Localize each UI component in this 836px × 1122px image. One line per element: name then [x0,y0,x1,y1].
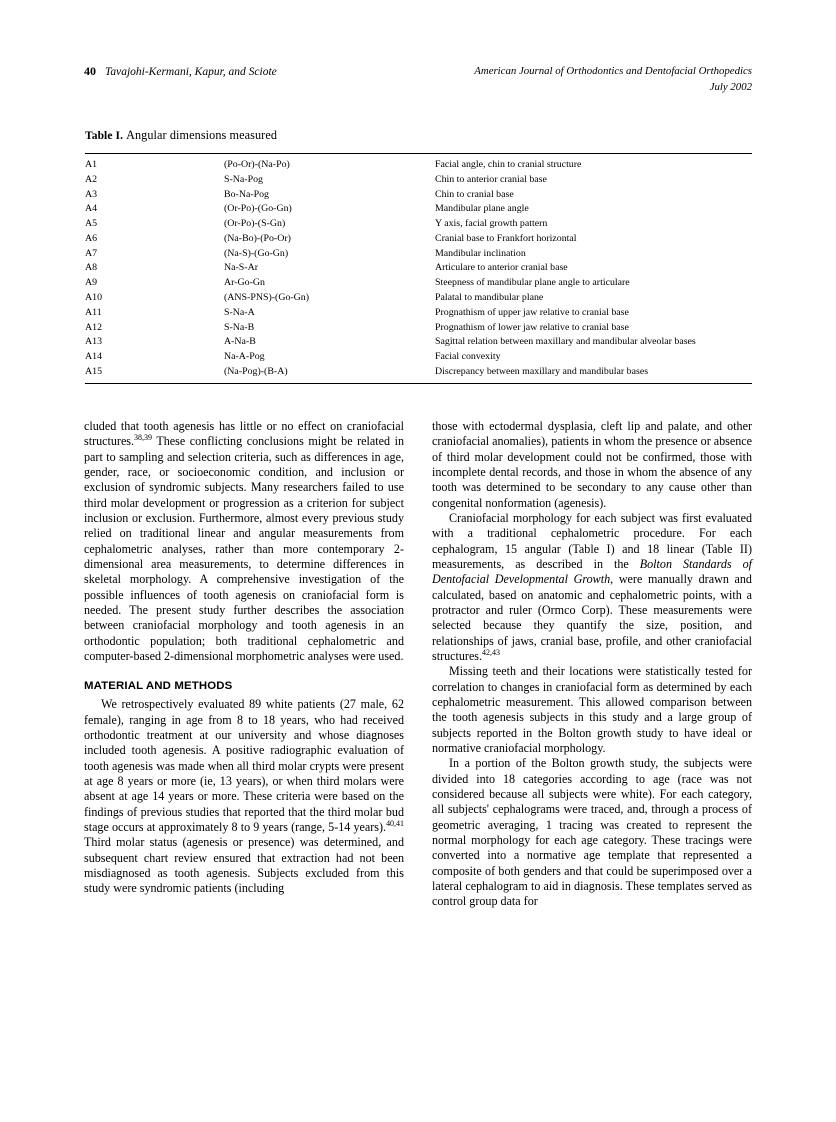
table-cell-code: A5 [85,218,98,230]
table-cell-measurement: Na-A-Pog [224,351,265,363]
table-cell-code: A12 [85,321,103,333]
table-row [85,276,752,291]
right-column [432,419,752,910]
table-cell-description: Steepness of mandibular plane angle to articulare [435,277,630,289]
table-cell-code: A11 [85,306,102,318]
table-cell-description: Mandibular inclination [435,247,526,259]
table-row [85,172,752,187]
table-cell-description: Articulare to anterior cranial base [435,262,568,274]
table-cell-measurement: S-Na-Pog [224,173,263,185]
angular-dimensions-table [85,153,752,384]
table-row [85,154,752,173]
page-number: 40 [84,64,96,78]
table-body [85,154,752,384]
table-cell-measurement: S-Na-A [224,306,255,318]
table-cell-description: Mandibular plane angle [435,203,529,215]
table-row [85,320,752,335]
table-cell-measurement: A-Na-B [224,336,256,348]
table-cell-description: Palatal to mandibular plane [435,292,544,304]
table-cell-code: A1 [85,159,98,170]
table-cell-measurement: (Na-Pog)-(B-A) [224,365,288,377]
paragraph-missing-teeth: Missing teeth and their locations were statistically tested for correlation to changes in craniofacial form as determined by each cephalometric measurement. This allowed comparison between the tooth agenesis subjects in this study and a large group of subjects reported in the Bolton growth study to have ideal or normative craniofacial morphology. [432,664,752,755]
para-text-f: , were manually drawn and calculated, based on anatomic and cephalometric points, with a protractor and ruler (Ormco Corp). These measurements were selected because they quantify the size, position, and relationships of jaws, cranial base, profile, and other craniofacial structures. [432,572,752,663]
table-label: Table I. [85,130,124,142]
paragraph-exclusion-criteria: those with ectodermal dysplasia, cleft lip and palate, and other craniofacial anomalies), patients in whom the presence or absence of third molar development could not be confirmed, those with incomplete dental records, and those in whom the absence of any tooth was determined to be secondary to any cause other than congenital nonformation (agenesis). [432,419,753,510]
table-row [85,335,752,350]
paragraph-bolton-growth-study: In a portion of the Bolton growth study, the subjects were divided into 18 categories according to age (race was not considered because all subjects were white). For each category, all subjects' cephalograms were traced, and, through a process of geometric averaging, 1 tracing was created to represent the normal morphology for each age category. These tracings were converted into a normative age template that represented a composite of both genders and that could be superimposed over a lateral cephalogram to aid in diagnosis. These templates served as control group data for [432,756,752,909]
table-cell-description: Cranial base to Frankfort horizontal [435,232,577,244]
table-cell-description: Facial angle, chin to cranial structure [435,159,582,170]
journal-title: American Journal of Orthodontics and Dentofacial Orthopedics [474,65,752,77]
table-cell-code: A15 [85,365,103,377]
para-text-e: Craniofacial morphology for each subject was first evaluated with a traditional cephalometric procedure. For each cephalogram, 15 angular (Table I) and 18 linear (Table II) measurements, as described in the [432,510,752,571]
table-cell-code: A8 [85,262,98,274]
table-cell-code: A6 [85,232,98,244]
table-cell-code: A13 [85,336,103,348]
paragraph-craniofacial-morphology [432,511,752,664]
table-cell-description: Prognathism of upper jaw relative to cranial base [435,306,629,318]
table-cell-measurement: (Na-Bo)-(Po-Or) [224,232,291,244]
table-cell-code: A9 [85,277,98,289]
table-cell-code: A7 [85,247,98,259]
table-cell-code: A2 [85,173,98,185]
table-cell-code: A4 [85,203,98,215]
left-column [84,419,404,897]
para-text-a: cluded that tooth agenesis has little or no effect on craniofacial structures. [84,419,404,449]
para-text-b: These conflicting conclusions might be related in part to sampling and selection criteria, such as differences in age, gender, race, or socioeconomic condition, and inclusion or exclusion of syndromic subjects. Many researchers failed to use third molar development or progression as a criterion for subject inclusion or exclusion. Furthermore, almost every previous study relied on traditional linear and angular measurements from cephalometric analyses, rather than more contemporary 2-dimensional area measurements, to determine differences in skeletal morphology. A comprehensive investigation of the possible influences of tooth agenesis on craniofacial form is needed. The present study further describes the association between craniofacial morphology and tooth agenesis in an orthodontic population; both traditional cephalometric and computer-based 2-dimensional morphometric analyses were used. [84,434,404,663]
para-text-d: Third molar status (agenesis or presence) was determined, and subsequent chart review ensured that extraction had not been misdiagnosed as tooth agenesis. Subjects excluded from this study were syndromic patients (including [84,835,404,896]
table-cell-measurement: (Po-Or)-(Na-Po) [224,159,290,170]
section-heading-material-and-methods: MATERIAL AND METHODS [84,680,233,693]
table-row [85,350,752,365]
running-head-left [84,64,277,79]
table-row [85,305,752,320]
para-text-c: We retrospectively evaluated 89 white patients (27 male, 62 female), ranging in age from 8 to 18 years, who had received orthodontic treatment at our university and whose diagnoses included tooth agenesis. A positive radiographic evaluation of tooth agenesis was made when all third molar crypts were present at age 8 years or more (ie, 13 years), or when third molars were absent at age 14 years or more. These criteria were based on the findings of previous studies that reported that the third molar bud stage occurs at approximately 8 to 9 years (range, 5-14 years). [84,697,404,834]
running-head-right [474,64,752,95]
author-list: Tavajohi-Kermani, Kapur, and Sciote [105,66,277,78]
reference-42-43: 42,43 [482,647,500,657]
table-cell-measurement: (ANS-PNS)-(Go-Gn) [224,292,310,304]
table-cell-code: A14 [85,351,103,363]
paragraph-conflicting-conclusions [84,419,404,664]
table-cell-measurement: Na-S-Ar [224,262,259,274]
running-head [84,64,752,95]
table-block [85,128,752,384]
table-cell-measurement: S-Na-B [224,321,255,333]
issue-date: July 2002 [709,80,752,93]
table-cell-code: A3 [85,188,98,200]
table-row [85,187,752,202]
table-title: Angular dimensions measured [126,128,278,142]
table-row [85,365,752,384]
table-cell-description: Chin to cranial base [435,188,514,200]
table-cell-description: Prognathism of lower jaw relative to cranial base [435,321,629,333]
table-cell-measurement: (Na-S)-(Go-Gn) [224,247,289,259]
table-row [85,261,752,276]
book-title-bolton-standards: Bolton Standards of Dentofacial Developmental Growth [432,556,752,587]
table-cell-description: Facial convexity [435,351,501,363]
reference-38-39: 38,39 [134,433,152,443]
table-cell-description: Chin to anterior cranial base [435,173,547,185]
table-row [85,202,752,217]
paragraph-methods-sample [84,697,404,896]
table-cell-description: Discrepancy between maxillary and mandibular bases [435,365,649,377]
table-cell-description: Y axis, facial growth pattern [435,218,548,230]
reference-40-41: 40,41 [386,818,404,828]
table-cell-description: Sagittal relation between maxillary and mandibular alveolar bases [435,336,696,348]
table-row [85,231,752,246]
table-row [85,246,752,261]
body-columns [84,419,752,1099]
table-cell-measurement: (Or-Po)-(S-Gn) [224,218,286,230]
table-cell-code: A10 [85,292,103,304]
table-caption [85,128,752,143]
table-cell-measurement: Bo-Na-Pog [224,188,269,200]
table-row [85,217,752,232]
table-cell-measurement: Ar-Go-Gn [224,277,265,289]
table-cell-measurement: (Or-Po)-(Go-Gn) [224,203,292,215]
table-row [85,291,752,306]
